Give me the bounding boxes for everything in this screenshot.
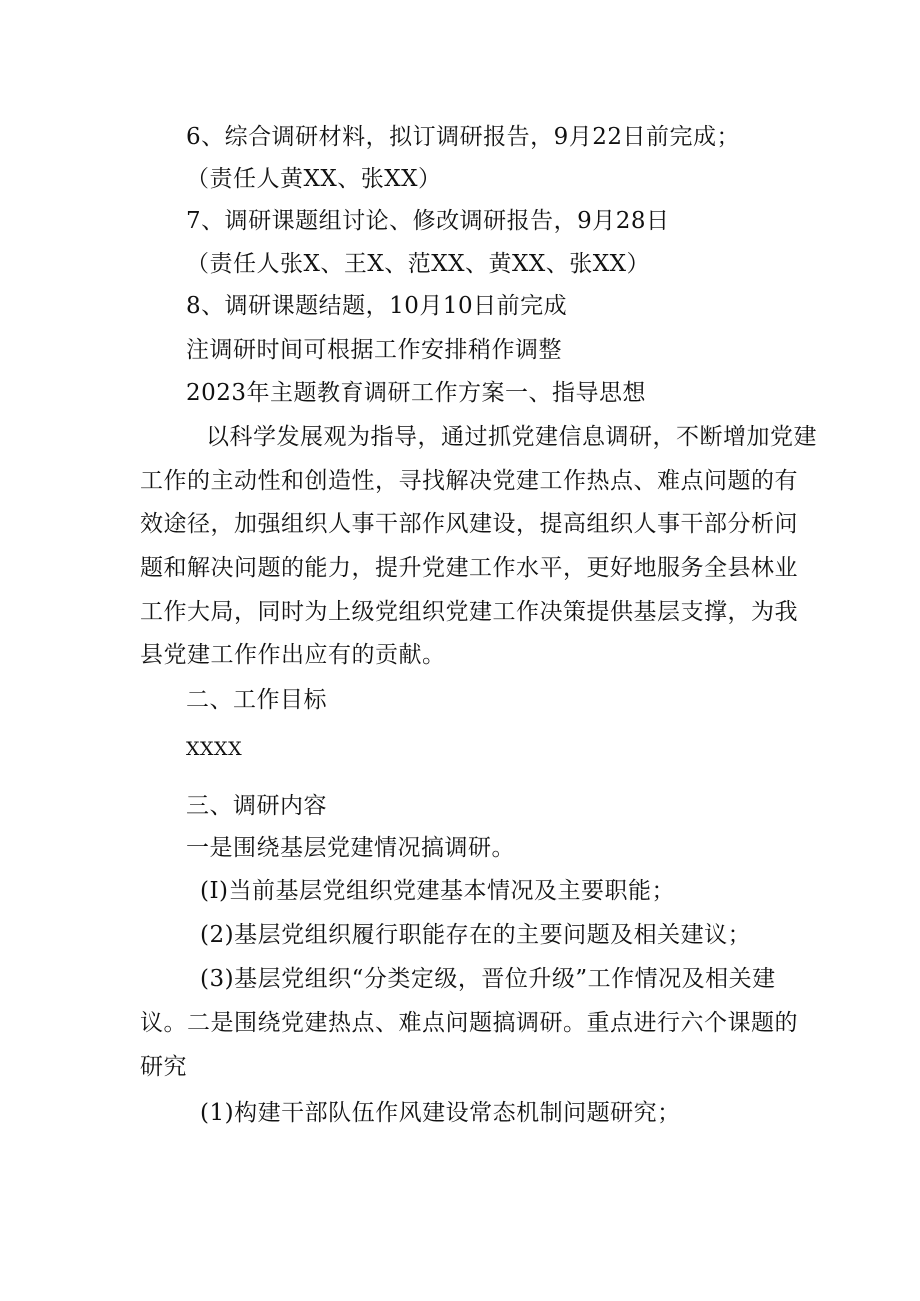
paragraph-line: 效途径，加强组织人事干部作风建设，提高组织人事干部分析问: [140, 511, 798, 537]
paragraph-line: 县党建工作作出应有的贡献。: [140, 642, 446, 668]
paragraph-line: 题和解决问题的能力，提升党建工作水平，更好地服务全县林业: [140, 555, 798, 581]
note-line: 注调研时间可根据工作安排稍作调整: [186, 337, 562, 363]
section-heading-guiding-thought: 2023年主题教育调研工作方案一、指导思想: [186, 380, 647, 406]
paragraph-line: 议。二是围绕党建热点、难点问题搞调研。重点进行六个课题的: [140, 1010, 798, 1036]
responsible-persons-7: （责任人张X、王X、范XX、黄XX、张XX）: [186, 251, 650, 277]
paragraph-line: 以科学发展观为指导，通过抓党建信息调研，不断增加党建: [206, 424, 817, 450]
paragraph-line: 工作的主动性和创造性，寻找解决党建工作热点、难点问题的有: [140, 468, 798, 494]
task-item-6: 6、综合调研材料，拟订调研报告，9月22日前完成；: [186, 124, 741, 150]
task-item-7: 7、调研课题组讨论、修改调研报告，9月28日: [186, 208, 670, 234]
task-item-8: 8、调研课题结题，10月10日前完成: [186, 293, 568, 319]
list-item: (3)基层党组织“分类定级，晋位升级”工作情况及相关建: [200, 966, 776, 992]
section-heading-work-goal: 二、工作目标: [186, 687, 327, 713]
list-item: (I)当前基层党组织党建基本情况及主要职能；: [200, 878, 676, 904]
placeholder-text: XXXX: [186, 738, 243, 760]
paragraph-line: 研究: [140, 1054, 187, 1080]
responsible-persons-6: （责任人黄XX、张XX）: [186, 166, 442, 192]
section-heading-research-content: 三、调研内容: [186, 793, 327, 819]
paragraph-line: 工作大局，同时为上级党组织党建工作决策提供基层支撑，为我: [140, 599, 798, 625]
list-item: (1)构建干部队伍作风建设常态机制问题研究；: [200, 1100, 681, 1126]
subsection-one: 一是围绕基层党建情况搞调研。: [186, 835, 515, 861]
list-item: (2)基层党组织履行职能存在的主要问题及相关建议；: [200, 922, 752, 948]
